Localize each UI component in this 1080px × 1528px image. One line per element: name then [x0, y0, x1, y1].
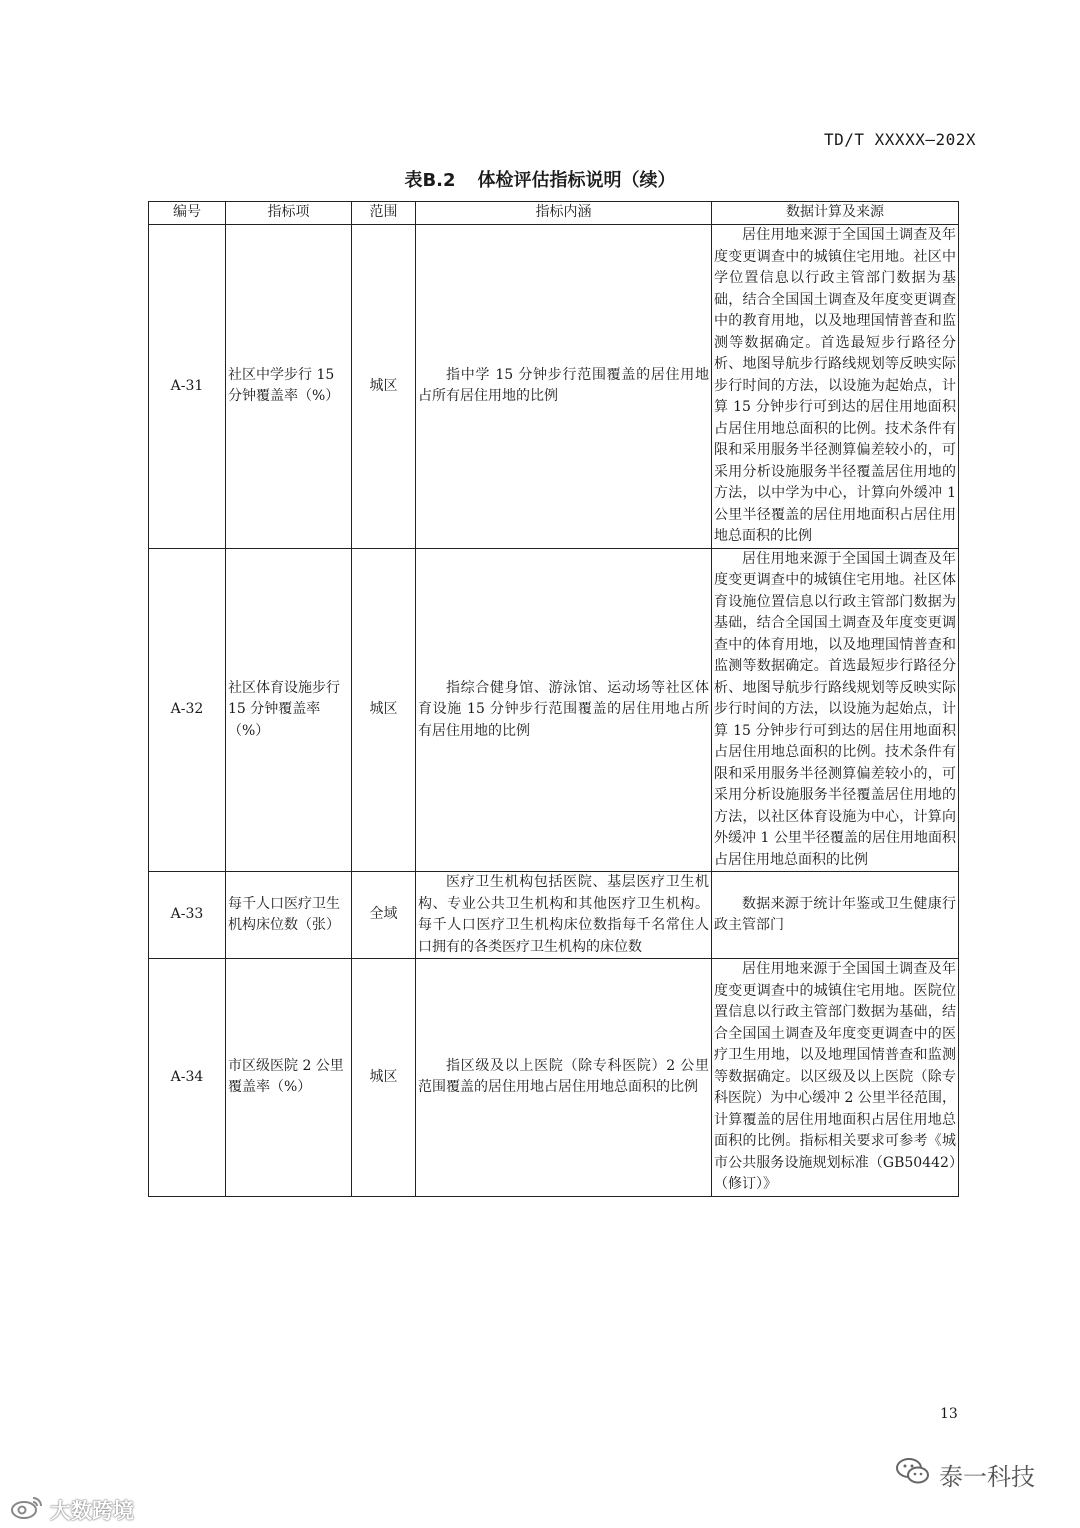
row-range: 城区	[352, 548, 416, 872]
row-desc: 指综合健身馆、游泳馆、运动场等社区体育设施 15 分钟步行范围覆盖的居住用地占所有居住用地的比例	[416, 548, 712, 872]
table-title	[0, 166, 1080, 192]
table-row	[149, 225, 959, 549]
weibo-icon	[10, 1494, 44, 1525]
header-no: 编号	[149, 202, 226, 225]
table-row	[149, 548, 959, 872]
watermark-left	[10, 1494, 134, 1525]
table-number: 表B.2	[404, 170, 456, 191]
row-no: A-31	[149, 225, 226, 549]
row-name: 社区中学步行 15 分钟覆盖率（%）	[226, 225, 352, 549]
row-desc: 指中学 15 分钟步行范围覆盖的居住用地占所有居住用地的比例	[416, 225, 712, 549]
row-no: A-33	[149, 872, 226, 959]
row-name: 社区体育设施步行 15 分钟覆盖率（%）	[226, 548, 352, 872]
row-desc: 指区级及以上医院（除专科医院）2 公里范围覆盖的居住用地占居住用地总面积的比例	[416, 959, 712, 1197]
watermark-left-text: 大数跨境	[50, 1498, 134, 1523]
table-row	[149, 872, 959, 959]
table-header-row	[149, 202, 959, 225]
watermark-right-text: 泰一科技	[939, 1462, 1035, 1491]
row-source: 居住用地来源于全国国土调查及年度变更调查中的城镇住宅用地。社区体育设施位置信息以行政主管部门数据为基础，结合全国国土调查及年度变更调查中的体育用地，以及地理国情普查和监测等数据确定。首选最短步行路径分析、地图导航步行路线规划等反映实际步行时间的方法，以设施为起始点，计算 15 分钟步行可到达的居住用地面积占居住用地总面积的比例。技术条件有限和采用服务半径测算偏差较小的，可采用分析设施服务半径覆盖居住用地的方法，以社区体育设施为中心，计算向外缓冲 1 公里半径覆盖的居住用地面积占居住用地总面积的比例	[712, 548, 959, 872]
watermark-right	[895, 1456, 1035, 1492]
indicator-table	[148, 201, 959, 1197]
header-range: 范围	[352, 202, 416, 225]
row-no: A-34	[149, 959, 226, 1197]
document-code: TD/T XXXXX—202X	[824, 130, 976, 149]
table-caption: 体检评估指标说明（续）	[477, 170, 676, 191]
wechat-icon	[895, 1456, 931, 1492]
row-range: 全域	[352, 872, 416, 959]
row-range: 城区	[352, 225, 416, 549]
row-name: 每千人口医疗卫生机构床位数（张）	[226, 872, 352, 959]
row-source: 居住用地来源于全国国土调查及年度变更调查中的城镇住宅用地。医院位置信息以行政主管部门数据为基础，结合全国国土调查及年度变更调查中的医疗卫生用地，以及地理国情普查和监测等数据确定。以区级及以上医院（除专科医院）为中心缓冲 2 公里半径范围，计算覆盖的居住用地面积占居住用地总面积的比例。指标相关要求可参考《城市公共服务设施规划标准（GB50442）（修订）》	[712, 959, 959, 1197]
row-no: A-32	[149, 548, 226, 872]
row-desc: 医疗卫生机构包括医院、基层医疗卫生机构、专业公共卫生机构和其他医疗卫生机构。每千人口医疗卫生机构床位数指每千名常住人口拥有的各类医疗卫生机构的床位数	[416, 872, 712, 959]
row-range: 城区	[352, 959, 416, 1197]
header-desc: 指标内涵	[416, 202, 712, 225]
row-name: 市区级医院 2 公里覆盖率（%）	[226, 959, 352, 1197]
row-source: 居住用地来源于全国国土调查及年度变更调查中的城镇住宅用地。社区中学位置信息以行政主管部门数据为基础，结合全国国土调查及年度变更调查中的教育用地，以及地理国情普查和监测等数据确定。首选最短步行路径分析、地图导航步行路线规划等反映实际步行时间的方法，以设施为起始点，计算 15 分钟步行可到达的居住用地面积占居住用地总面积的比例。技术条件有限和采用服务半径测算偏差较小的，可采用分析设施服务半径覆盖居住用地的方法，以中学为中心，计算向外缓冲 1 公里半径覆盖的居住用地面积占居住用地总面积的比例	[712, 225, 959, 549]
table-row	[149, 959, 959, 1197]
header-name: 指标项	[226, 202, 352, 225]
page-number: 13	[940, 1406, 958, 1422]
row-source: 数据来源于统计年鉴或卫生健康行政主管部门	[712, 872, 959, 959]
header-source: 数据计算及来源	[712, 202, 959, 225]
